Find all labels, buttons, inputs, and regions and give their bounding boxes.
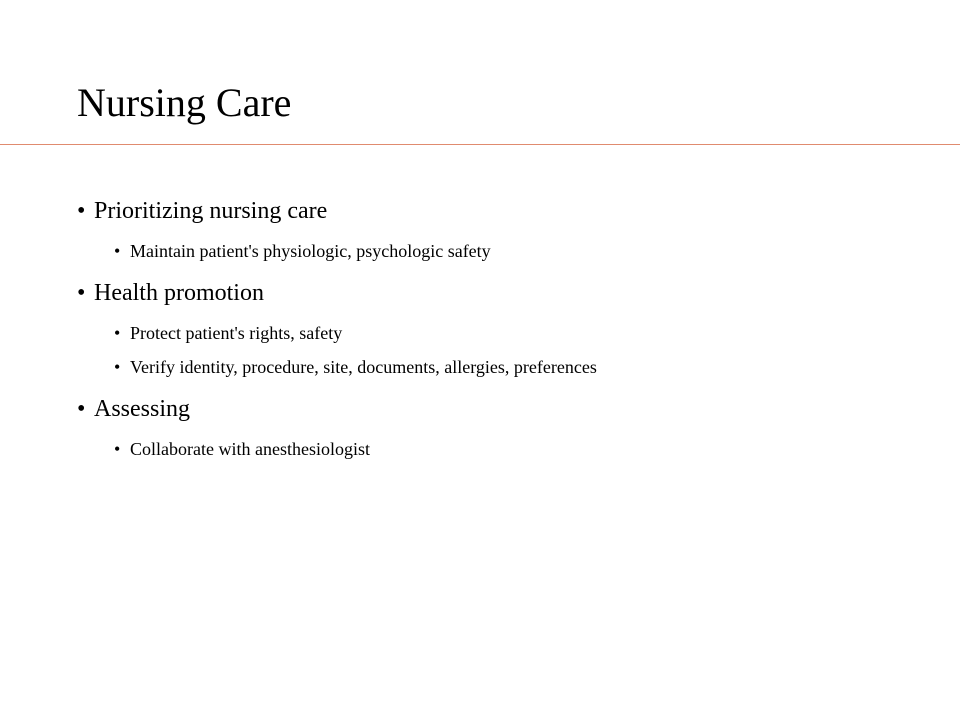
sub-bullet-text: Verify identity, procedure, site, documents, allergies, preferences: [130, 357, 597, 377]
sub-bullet-item: [77, 432, 937, 466]
bullet-text: Prioritizing nursing care: [94, 198, 328, 224]
bullet-icon: •: [77, 280, 86, 306]
bullet-item-prioritizing: [77, 194, 937, 228]
bullet-item-health-promotion: [77, 276, 937, 310]
sub-bullet-item: [77, 350, 937, 384]
bullet-text: Health promotion: [94, 280, 264, 306]
slide-title: Nursing Care: [77, 80, 292, 125]
bullet-icon: •: [114, 323, 121, 343]
bullet-icon: •: [77, 396, 86, 422]
sub-bullet-item: [77, 316, 937, 350]
bullet-text: Assessing: [94, 396, 191, 422]
sub-bullet-text: Maintain patient's physiologic, psychologic safety: [130, 241, 491, 261]
title-divider: [0, 144, 960, 145]
slide-content: [77, 194, 937, 474]
sub-bullet-text: Protect patient's rights, safety: [130, 323, 343, 343]
sub-bullet-item: [77, 234, 937, 268]
bullet-list: [77, 194, 937, 466]
sub-bullet-list: [77, 234, 937, 268]
sub-bullet-list: [77, 432, 937, 466]
bullet-icon: •: [77, 198, 86, 224]
sub-bullet-list: [77, 316, 937, 384]
bullet-icon: •: [114, 241, 121, 261]
sub-bullet-text: Collaborate with anesthesiologist: [130, 439, 370, 459]
bullet-item-assessing: [77, 392, 937, 426]
bullet-icon: •: [114, 357, 121, 377]
bullet-icon: •: [114, 439, 121, 459]
